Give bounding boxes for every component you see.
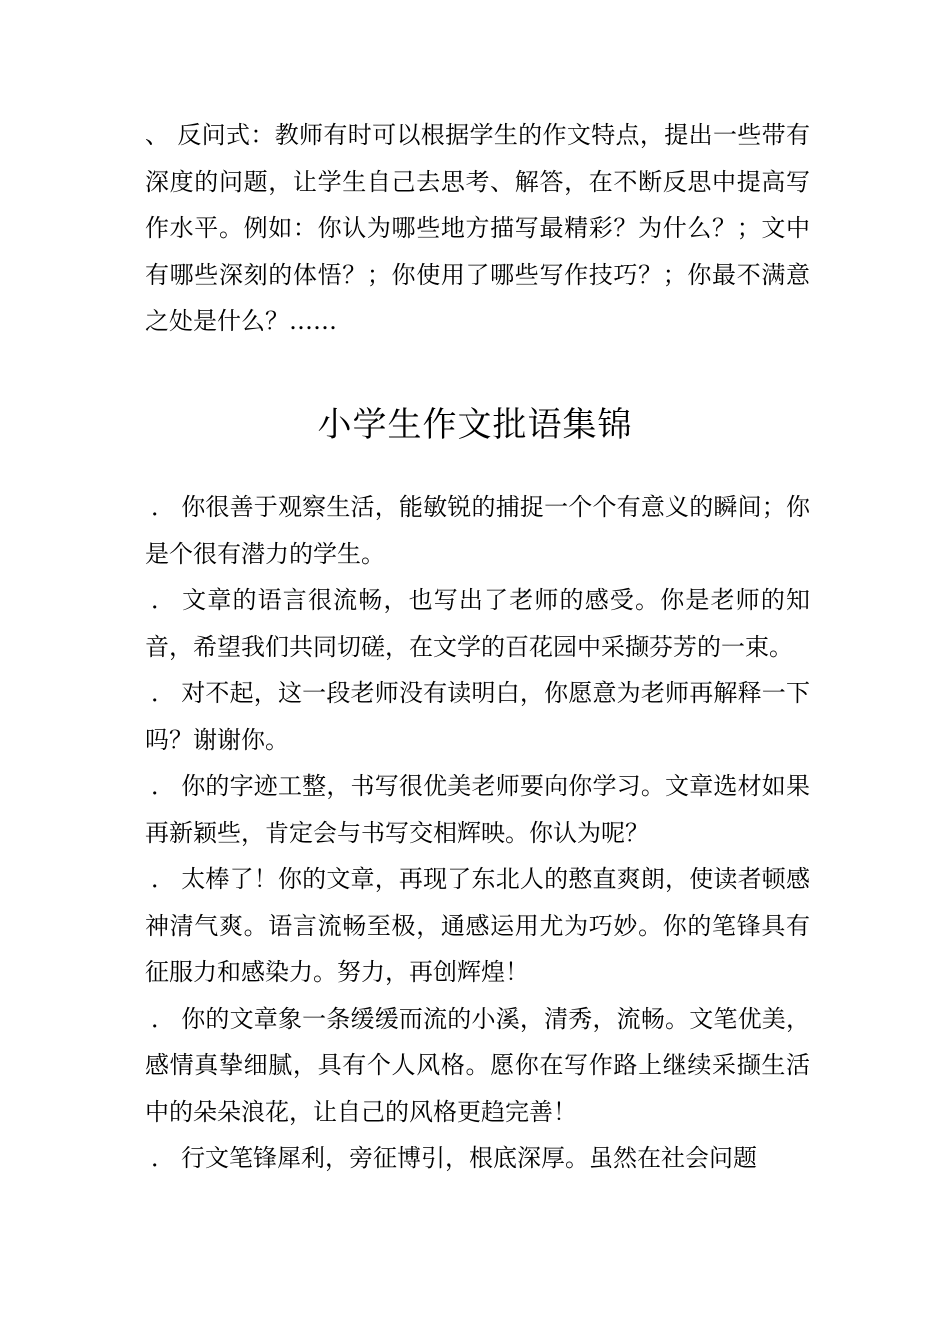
comment-item — [145, 856, 810, 996]
comment-text: 文章的语言很流畅，也写出了老师的感受。你是老师的知音，希望我们共同切磋，在文学的百花园中采撷芬芳的一束。 — [145, 586, 810, 661]
comment-item — [145, 484, 810, 577]
bullet-mark: ． — [151, 865, 175, 893]
comment-text: 你的字迹工整，书写很优美老师要向你学习。文章选材如果再新颖些，肯定会与书写交相辉映。你认为呢？ — [145, 772, 810, 847]
comment-text: 你很善于观察生活，能敏锐的捕捉一个个有意义的瞬间；你是个很有潜力的学生。 — [145, 493, 810, 568]
comment-list — [145, 484, 810, 1182]
comment-item — [145, 670, 810, 763]
comment-text: 行文笔锋犀利，旁征博引，根底深厚。虽然在社会问题 — [181, 1144, 757, 1172]
comment-text: 你的文章象一条缓缓而流的小溪，清秀，流畅。文笔优美，感情真挚细腻，具有个人风格。愿你在写作路上继续采撷生活中的朵朵浪花，让自己的风格更趋完善！ — [145, 1004, 810, 1126]
comment-item — [145, 1135, 810, 1182]
comment-text: 对不起，这一段老师没有读明白，你愿意为老师再解释一下吗？谢谢你。 — [145, 679, 810, 754]
bullet-mark: ． — [151, 586, 175, 614]
intro-paragraph-text: 、 反问式：教师有时可以根据学生的作文特点，提出一些带有深度的问题，让学生自己去思考、解答，在不断反思中提高写作水平。例如：你认为哪些地方描写最精彩？为什么？；文中有哪些深刻的体悟？；你使用了哪些写作技巧？；你最不满意之处是什么？…… — [145, 121, 810, 335]
intro-paragraph — [145, 112, 810, 345]
bullet-mark: ． — [151, 679, 175, 707]
comment-item — [145, 577, 810, 670]
bullet-mark: ． — [151, 772, 175, 800]
document-title: 小学生作文批语集锦 — [317, 405, 633, 445]
bullet-mark: ． — [151, 1004, 175, 1033]
bullet-mark: ． — [151, 493, 175, 521]
comment-text: 太棒了！你的文章，再现了东北人的憨直爽朗，使读者顿感神清气爽。语言流畅至极，通感运用尤为巧妙。你的笔锋具有征服力和感染力。努力，再创辉煌！ — [145, 865, 810, 986]
bullet-mark: ． — [151, 1144, 175, 1172]
comment-item — [145, 996, 810, 1136]
comment-item — [145, 763, 810, 856]
